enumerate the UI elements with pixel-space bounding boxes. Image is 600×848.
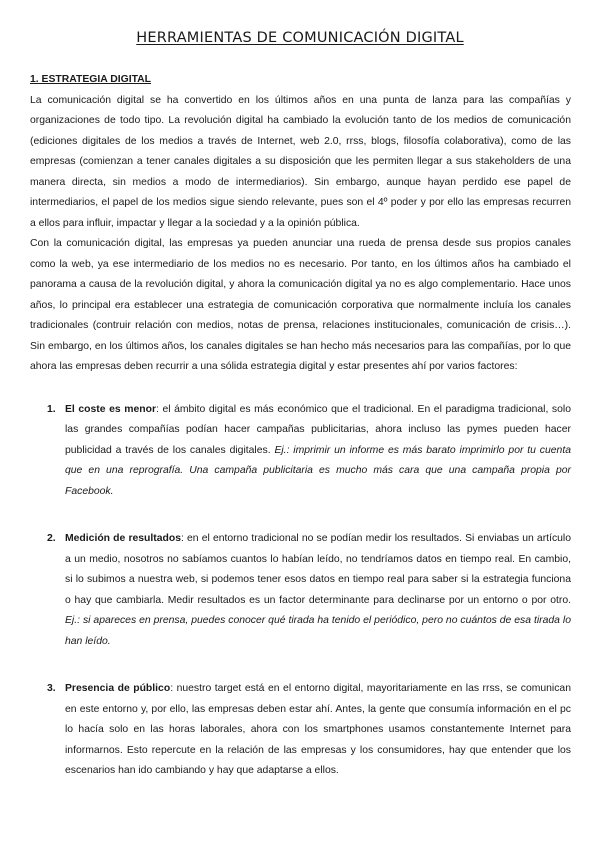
document-title [0,30,600,46]
factor-term: Medición de resultados [65,533,181,544]
factor-item-cost [30,400,571,503]
factor-text: : el ámbito digital es más económico que el tradicional. En el paradigma tradicional, solo las grandes compañías podían hacer campañas publicitarias, ahora incluso las pymes pueden hacer publicidad a través de los canales digitales. [65,403,571,456]
factor-number: 3. [47,683,56,694]
factor-number: 1. [47,403,56,415]
factor-example: Ej.: imprimir un informe es más barato imprimirlo por tu cuenta que en una reprografía. Una campaña publicitaria es mucho más cara que una campaña propia por Facebook. [65,444,571,497]
factor-number: 2. [47,533,56,544]
factor-term: Presencia de público [65,683,171,694]
factors-list [30,400,571,782]
paragraph-intro: La comunicación digital se ha convertido en los últimos años en una punta de lanza para las compañías y organizaciones de todo tipo. La revolución digital ha cambiado la evolución tanto de los medios de comunicación (ediciones digitales de los medios a través de Internet, web 2.0, rrss, blogs, filosofía colaborativa), como de las empresas (comienzan a tener canales digitales a su disposición que les permiten llegar a sus stakeholders de una manera directa, sin medios a modo de intermediarios). Sin embargo, aunque hayan perdido ese papel de intermediarios, el papel de los medios sigue siendo relevante, pues son el 4º poder y por ello las empresas recurren a ellos para influir, impactar y llegar a la sociedad y a la opinión pública. [30,94,571,229]
document-title-text: HERRAMIENTAS DE COMUNICACIÓN DIGITAL [136,30,464,46]
factor-term: El coste es menor [65,403,156,415]
factor-item-measurement [30,529,571,652]
paragraph-context: Con la comunicación digital, las empresas ya pueden anunciar una rueda de prensa desde sus propios canales como la web, ya ese intermediario de los medios no es necesario. Por tanto, en los últimos años ha cambiado el panorama a causa de la revolución digital, y ahora la comunicación digital ya no es algo complementario. Hace unos años, lo principal era establecer una estrategia de comunicación corporativa que normalmente incluía los canales tradicionales (contruir relación con medios, notas de prensa, relaciones institucionales, comunicación de crisis…). Sin embargo, en los últimos años, los canales digitales se han hecho más necesarios para las compañías, por lo que ahora las empresas deben recurrir a una sólida estrategia digital y estar presentes ahí por varios factores: [30,238,571,372]
document-body [30,70,571,782]
factor-text: : en el entorno tradicional no se podían medir los resultados. Si enviabas un artículo a un medio, nosotros no sabíamos cuantos lo habían leído, no tendríamos datos en tiempo real. En cambio, si lo subimos a nuestra web, si podemos tener esos datos en tiempo real para saber si la estrategia funciona o hay que cambiarla. Medir resultados es un factor determinante para declinarse por un entorno o por otro. [65,533,571,606]
factor-text: : nuestro target está en el entorno digital, mayoritariamente en las rrss, se comunican en este entorno y, por ello, las empresas deben estar ahí. Antes, la gente que consumía información en el pc lo hacía solo en las horas laborales, ahora con los smartphones usamos constantemente Internet para informarnos. Esto repercute en la relación de las empresas y los consumidores, hay que entender que los escenarios han ido cambiando y hay que adaptarse a ellos. [65,683,571,776]
section-heading: 1. ESTRATEGIA DIGITAL [30,74,152,85]
factor-example: Ej.: si apareces en prensa, puedes conocer qué tirada ha tenido el periódico, pero no cuántos de esa tirada lo han leído. [65,615,571,647]
factor-item-audience [30,679,571,782]
